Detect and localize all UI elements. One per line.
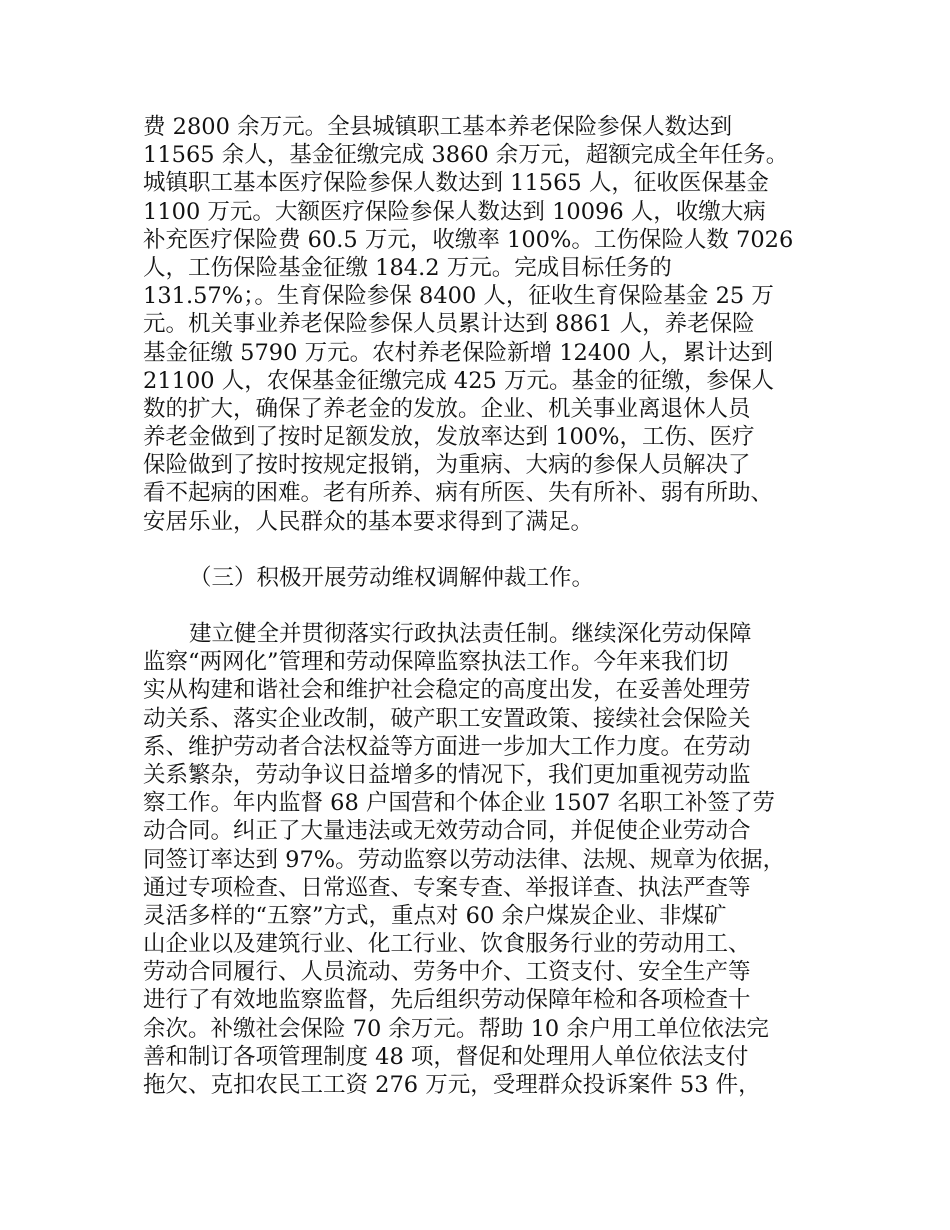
text-line: 善和制订各项管理制度 48 项，督促和处理用人单位依法支付 xyxy=(143,1043,749,1070)
text-line: 看不起病的困难。老有所养、病有所医、失有所补、弱有所助、 xyxy=(143,480,774,507)
paragraph-social-insurance xyxy=(143,113,843,536)
paragraph-spacer xyxy=(143,536,843,564)
text-line: 通过专项检查、日常巡查、专案专查、举报详查、执法严查等 xyxy=(143,874,751,901)
text-line: 基金征缴 5790 万元。农村养老保险新增 12400 人，累计达到 xyxy=(143,339,773,366)
text-line: 进行了有效地监察监督，先后组织劳动保障年检和各项检查十 xyxy=(143,987,751,1014)
text-line: 实从构建和谐社会和维护社会稳定的高度出发，在妥善处理劳 xyxy=(143,677,751,704)
text-line: 人，工伤保险基金征缴 184.2 万元。完成目标任务的 xyxy=(143,254,672,281)
text-line: 1100 万元。大额医疗保险参保人数达到 10096 人，收缴大病 xyxy=(143,198,766,225)
text-line: 建立健全并贯彻落实行政执法责任制。继续深化劳动保障 xyxy=(189,621,752,647)
text-line: 元。机关事业养老保险参保人员累计达到 8861 人，养老保险 xyxy=(143,311,755,338)
text-line: 动关系、落实企业改制，破产职工安置政策、接续社会保险关 xyxy=(143,705,751,732)
text-line: 11565 余人，基金征缴完成 3860 余万元，超额完成全年任务。 xyxy=(143,142,789,169)
text-line: 同签订率达到 97%。劳动监察以劳动法律、法规、规章为依据， xyxy=(143,846,786,873)
text-line: 山企业以及建筑行业、化工行业、饮食服务行业的劳动用工、 xyxy=(143,931,751,958)
text-line: 城镇职工基本医疗保险参保人数达到 11565 人，征收医保基金 xyxy=(143,170,769,197)
text-line: 系、维护劳动者合法权益等方面进一步加大工作力度。在劳动 xyxy=(143,733,751,760)
text-line: 数的扩大，确保了养老金的发放。企业、机关事业离退休人员 xyxy=(143,395,751,422)
text-line: 灵活多样的“五察”方式，重点对 60 余户煤炭企业、非煤矿 xyxy=(143,902,727,929)
paragraph-labor-supervision xyxy=(143,620,843,1099)
text-line: 动合同。纠正了大量违法或无效劳动合同，并促使企业劳动合 xyxy=(143,818,751,845)
section-heading: （三）积极开展劳动维权调解仲裁工作。 xyxy=(189,564,595,591)
text-line: 补充医疗保险费 60.5 万元，收缴率 100%。工伤保险人数 7026 xyxy=(143,226,794,253)
text-line: 关系繁杂，劳动争议日益增多的情况下，我们更加重视劳动监 xyxy=(143,761,751,788)
text-line: 余次。补缴社会保险 70 余万元。帮助 10 余户用工单位依法完 xyxy=(143,1015,769,1042)
body-text xyxy=(143,113,843,1099)
text-line: 费 2800 余万元。全县城镇职工基本养老保险参保人数达到 xyxy=(143,114,733,140)
text-line: 拖欠、克扣农民工工资 276 万元，受理群众投诉案件 53 件， xyxy=(143,1072,761,1098)
text-line: 察工作。年内监督 68 户国营和个体企业 1507 名职工补签了劳 xyxy=(143,790,776,817)
paragraph-spacer xyxy=(143,592,843,620)
text-line: 保险做到了按时按规定报销，为重病、大病的参保人员解决了 xyxy=(143,452,751,479)
text-line: 21100 人，农保基金征缴完成 425 万元。基金的征缴，参保人 xyxy=(143,367,774,394)
text-line: 131.57%；。生育保险参保 8400 人，征收生育保险基金 25 万 xyxy=(143,283,774,310)
text-line: 安居乐业，人民群众的基本要求得到了满足。 xyxy=(143,508,594,535)
text-line: 监察“两网化”管理和劳动保障监察执法工作。今年来我们切 xyxy=(143,649,729,676)
text-line: 劳动合同履行、人员流动、劳务中介、工资支付、安全生产等 xyxy=(143,959,751,986)
text-line: 养老金做到了按时足额发放，发放率达到 100%，工伤、医疗 xyxy=(143,424,755,451)
